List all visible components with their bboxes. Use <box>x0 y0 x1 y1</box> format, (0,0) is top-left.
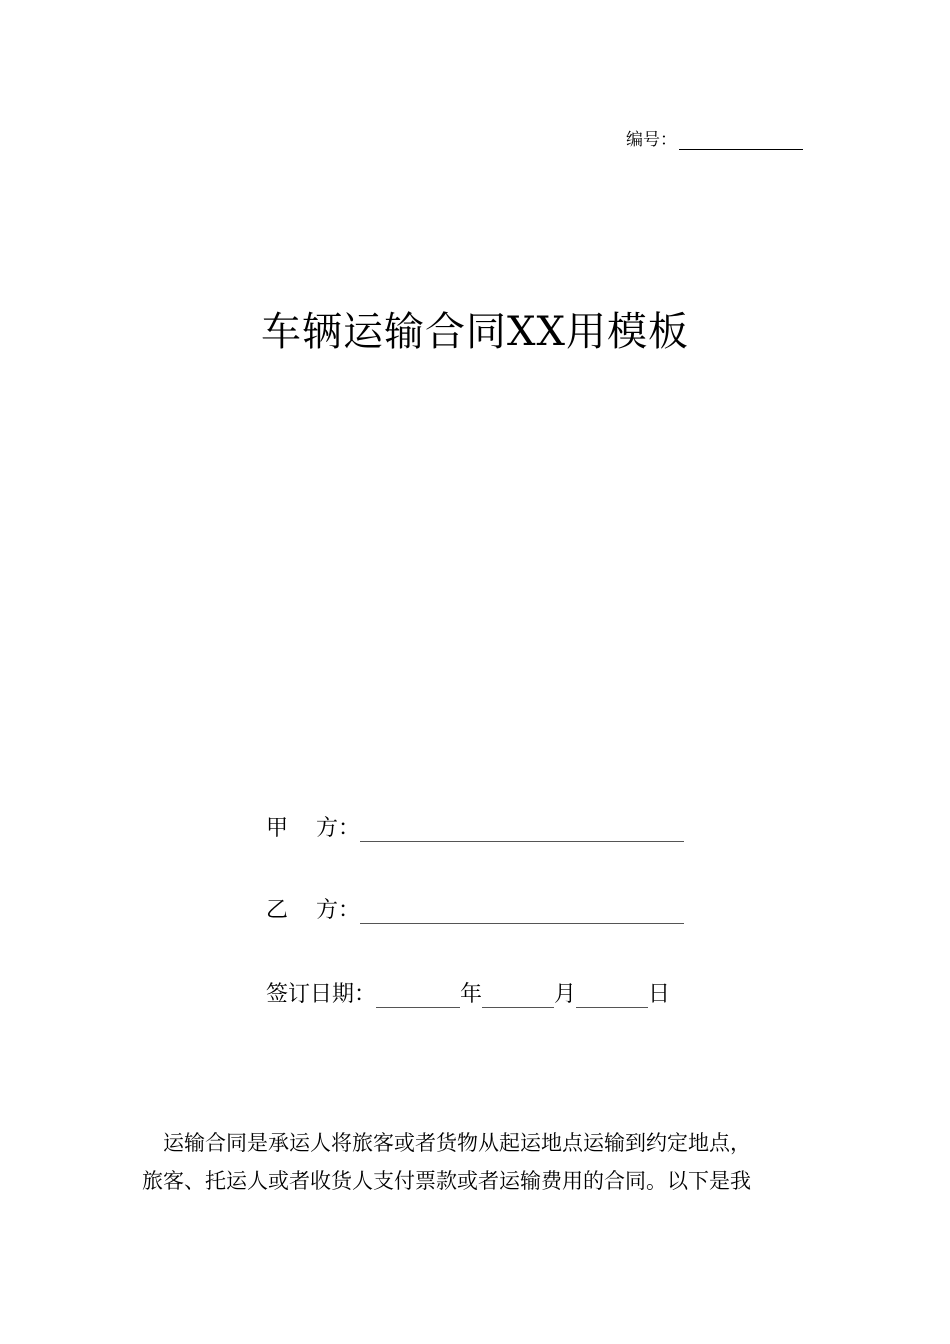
intro-paragraph <box>142 1124 812 1200</box>
party-a-label: 甲 方： <box>266 816 360 841</box>
document-number <box>626 126 803 150</box>
day-blank[interactable] <box>576 985 648 1008</box>
party-b-blank[interactable] <box>360 901 684 924</box>
signing-date-row <box>266 976 670 1008</box>
party-a-blank[interactable] <box>360 819 684 842</box>
party-b-row <box>266 894 684 924</box>
document-number-label: 编号： <box>626 130 677 150</box>
day-label: 日 <box>648 982 671 1007</box>
document-title: 车辆运输合同XX用模板 <box>261 309 689 355</box>
intro-line: 旅客、托运人或者收货人支付票款或者运输费用的合同。以下是我 <box>142 1169 751 1193</box>
intro-line: 运输合同是承运人将旅客或者货物从起运地点运输到约定地点， <box>163 1131 751 1155</box>
document-number-blank[interactable] <box>679 131 803 150</box>
month-blank[interactable] <box>482 985 554 1008</box>
party-a-row <box>266 812 684 842</box>
party-b-label: 乙 方： <box>266 898 360 923</box>
year-label: 年 <box>460 982 483 1007</box>
month-label: 月 <box>554 982 577 1007</box>
signing-date-label: 签订日期： <box>266 982 377 1007</box>
year-blank[interactable] <box>376 985 460 1008</box>
